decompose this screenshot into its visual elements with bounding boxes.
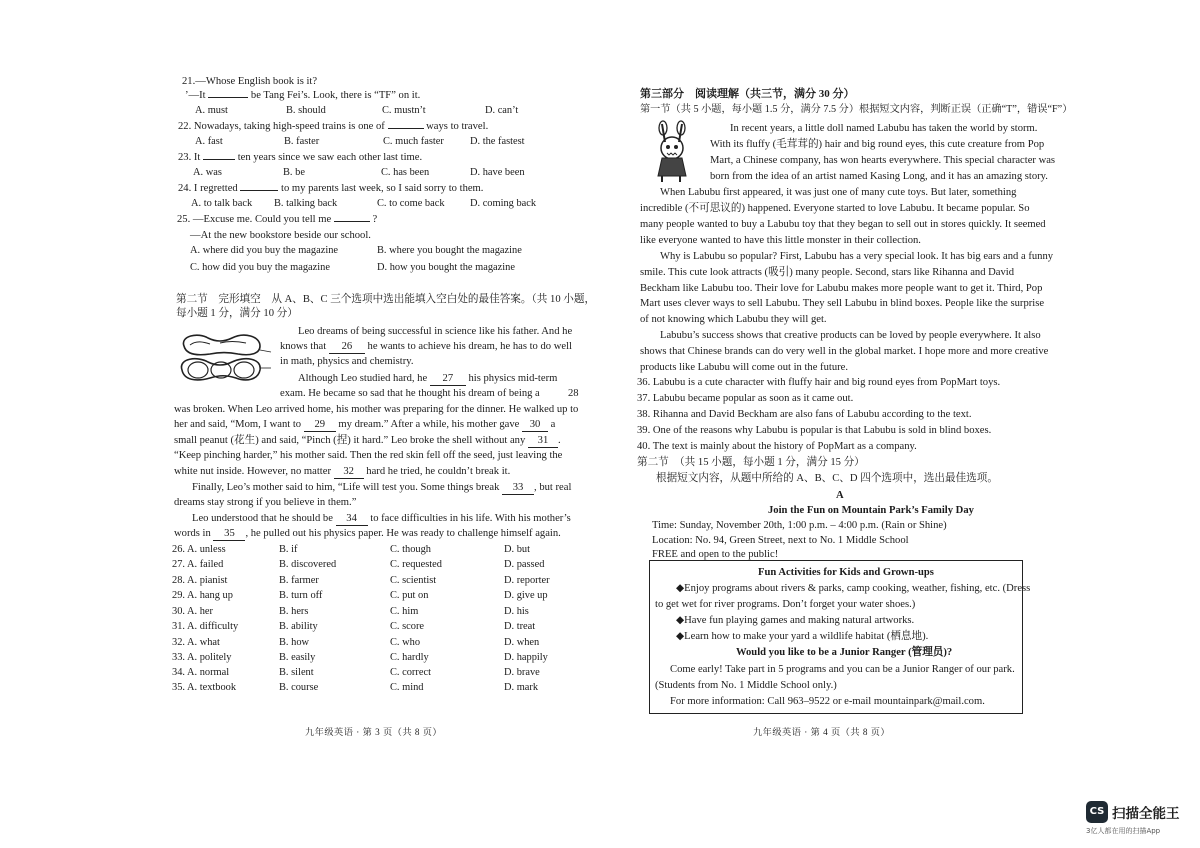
ranger-note: (Students from No. 1 Middle School only.) [655, 680, 837, 691]
cloze-option: 27. A. failed [172, 559, 224, 570]
para3-line: Why is Labubu so popular? First, Labubu has a very special look. It has big ears and a funny [660, 251, 1054, 262]
ad-title: Join the Fun on Mountain Park’s Family Day [768, 505, 974, 516]
blank-26[interactable]: 26 [329, 340, 365, 354]
para2-line: When Labubu first appeared, it was just one of many cute toys. But later, something [660, 187, 1017, 198]
cloze-option: C. hardly [390, 652, 429, 663]
passage-line: Leo dreams of being successful in science like his father. And he [298, 326, 573, 337]
blank-33[interactable]: 33 [502, 481, 534, 495]
q22-option-d: D. the fastest [470, 136, 525, 147]
cloze-option: D. brave [504, 667, 540, 678]
passage-line: white nut inside. However, no matter 32 hard he tried, he couldn’t break it. [174, 466, 511, 477]
cloze-option: B. discovered [279, 559, 337, 570]
para1-line: In recent years, a little doll named Labubu has taken the world by storm. [730, 123, 1038, 134]
section1-instruction: 第一节（共 5 小题，每小题 1.5 分，满分 7.5 分）根据短文内容，判断正误（正确“T”，错误“F”） [640, 104, 1073, 115]
q22-option-a: A. fast [195, 136, 223, 147]
q24-option-d: D. coming back [470, 198, 537, 209]
cloze-option: C. put on [390, 590, 429, 601]
q23-stem: 23. It ten years since we saw each other last time. [178, 152, 423, 163]
cloze-option: B. how [279, 637, 310, 648]
q22-option-c: C. much faster [383, 136, 444, 147]
blank-29[interactable]: 29 [304, 418, 336, 432]
ranger-title: Would you like to be a Junior Ranger (管理员)? [736, 647, 953, 658]
cloze-option: D. passed [504, 559, 545, 570]
q24-option-a: A. to talk back [191, 198, 253, 209]
cloze-option: C. who [390, 637, 421, 648]
cloze-option: C. correct [390, 667, 431, 678]
blank-27[interactable]: 27 [430, 372, 466, 386]
q25-option-b: B. where you bought the magazine [377, 245, 522, 256]
q22-option-b: B. faster [284, 136, 320, 147]
box-item: ◆Enjoy programs about rivers & parks, camp cooking, weather, fishing, etc. (Dress [676, 583, 1031, 594]
cloze-option: D. but [504, 544, 530, 555]
para3-line: Mart uses clever ways to sell Labubu. They sell Labubu in blind boxes. People like the surprise [640, 298, 1045, 309]
q21-option-d: D. can’t [485, 105, 519, 116]
peanut-illustration [176, 330, 276, 390]
q23-option-d: D. have been [470, 167, 525, 178]
box-title: Fun Activities for Kids and Grown-ups [758, 567, 934, 578]
cloze-option: 35. A. textbook [172, 682, 237, 693]
cloze-option: B. ability [279, 621, 318, 632]
part3-title: 第三部分 阅读理解（共三节，满分 30 分） [640, 88, 855, 100]
q21-option-b: B. should [286, 105, 326, 116]
para4-line: products like Labubu will come out in the future. [640, 362, 849, 373]
section2-instruction: 根据短文内容，从题中所给的 A、B、C、D 四个选项中，选出最佳选项。 [656, 473, 998, 484]
para4-line: shows that Chinese brands can do very well in the global market. I hope more and more creative [640, 346, 1049, 357]
cloze-option: B. course [279, 682, 319, 693]
cloze-option: D. his [504, 606, 529, 617]
q23-option-a: A. was [193, 167, 222, 178]
passage-letter: A [836, 490, 844, 501]
passage-line: Leo understood that he should be 34 to face difficulties in his life. With his mother’s [192, 513, 571, 524]
blank-34[interactable]: 34 [336, 512, 368, 526]
passage-line: dreams stay strong if you believe in them.” [174, 497, 357, 508]
cloze-option: D. treat [504, 621, 536, 632]
cloze-option: B. silent [279, 667, 314, 678]
q25-option-c: C. how did you buy the magazine [190, 262, 330, 273]
passage-line: small peanut (花生) and said, “Pinch (捏) it hard.” Leo broke the shell without any 31 . [174, 435, 561, 446]
cloze-option: D. reporter [504, 575, 550, 586]
cloze-option: C. scientist [390, 575, 437, 586]
box-item: ◆Learn how to make your yard a wildlife habitat (栖息地). [676, 631, 929, 642]
cloze-option: B. turn off [279, 590, 323, 601]
para1-line: born from the idea of an artist named Kasing Long, and it has an amazing story. [710, 171, 1048, 182]
para3-line: of not knowing which Labubu they will get. [640, 314, 827, 325]
cloze-option: 29. A. hang up [172, 590, 233, 601]
cloze-option: 28. A. pianist [172, 575, 228, 586]
statement-36: 36. Labubu is a cute character with fluffy hair and big round eyes from PopMart toys. [637, 377, 1001, 388]
page-footer-3: 九年级英语 · 第 3 页（共 8 页） [305, 727, 443, 737]
cloze-option: B. easily [279, 652, 316, 663]
cloze-option: 30. A. her [172, 606, 213, 617]
passage-line: in math, physics and chemistry. [280, 356, 414, 367]
cloze-option: C. though [390, 544, 431, 555]
statement-40: 40. The text is mainly about the history of PopMart as a company. [637, 441, 917, 452]
cloze-option: B. hers [279, 606, 309, 617]
q25-answer-line: —At the new bookstore beside our school. [190, 230, 371, 241]
cloze-option: D. mark [504, 682, 539, 693]
passage-line: Finally, Leo’s mother said to him, “Life will test you. Some things break 33 , but real [192, 482, 572, 493]
blank-31[interactable]: 31 [528, 434, 558, 448]
box-item: to get wet for river programs. Don’t forget your water shoes.) [655, 599, 916, 610]
page-footer-4: 九年级英语 · 第 4 页（共 8 页） [753, 727, 891, 737]
camscanner-watermark [1086, 800, 1186, 840]
statement-37: 37. Labubu became popular as soon as it came out. [637, 393, 854, 404]
right-page [600, 0, 1200, 848]
q24-option-c: C. to come back [377, 198, 445, 209]
cloze-option: C. him [390, 606, 419, 617]
passage-line: Although Leo studied hard, he 27 his physics mid-term [298, 373, 558, 384]
cloze-option: C. mind [390, 682, 424, 693]
passage-line: “Keep pinching harder,” his mother said. Then the red skin fell off the seed, just leaving the [174, 450, 563, 461]
q24-stem: 24. I regretted to my parents last week, so I said sorry to them. [178, 183, 484, 194]
ad-time: Time: Sunday, November 20th, 1:00 p.m. – 4:00 p.m. (Rain or Shine) [652, 520, 947, 531]
cloze-option: C. requested [390, 559, 442, 570]
para2-line: many people wanted to buy a Labubu toy that they began to sell out in stores quickly. It seemed [640, 219, 1046, 230]
passage-line: words in 35 , he pulled out his physics paper. He was ready to challenge himself again. [174, 528, 561, 539]
blank-28[interactable]: 28 [568, 388, 579, 399]
section2-title: 第二节 （共 15 小题，每小题 1 分，满分 15 分） [637, 457, 865, 468]
cloze-option: D. happily [504, 652, 548, 663]
cloze-option: B. if [279, 544, 298, 555]
para3-line: smile. This cute look attracts (吸引) many people. Second, stars like Rihanna and David [640, 267, 1015, 278]
q25-option-d: D. how you bought the magazine [377, 262, 515, 273]
cloze-option: B. farmer [279, 575, 319, 586]
cloze-option: D. when [504, 637, 540, 648]
cloze-option: 26. A. unless [172, 544, 226, 555]
contact-info: For more information: Call 963–9522 or e-mail mountainpark@mail.com. [670, 696, 985, 707]
activities-box [649, 560, 1031, 714]
para4-line: Labubu’s success shows that creative products can be loved by people everywhere. It also [660, 330, 1041, 341]
ad-location: Location: No. 94, Green Street, next to No. 1 Middle School [652, 535, 909, 546]
para1-line: With its fluffy (毛茸茸的) hair and big round eyes, this cute creature from Pop [710, 139, 1045, 150]
para1-line: Mart, a Chinese company, has won hearts everywhere. This special character was [710, 155, 1056, 166]
watermark-name: 扫描全能王 [1112, 806, 1180, 822]
blank-32[interactable]: 32 [334, 465, 364, 479]
labubu-doll-illustration [644, 120, 704, 184]
box-item: ◆Have fun playing games and making natural artworks. [676, 615, 915, 626]
cloze-option: C. score [390, 621, 425, 632]
ranger-text: Come early! Take part in 5 programs and you can be a Junior Ranger of our park. [670, 664, 1015, 675]
statement-38: 38. Rihanna and David Beckham are also fans of Labubu according to the text. [637, 409, 972, 420]
q21-line2: ’—It be Tang Fei’s. Look, there is “TF” on it. [185, 90, 421, 101]
blank-30[interactable]: 30 [522, 418, 548, 432]
passage-line: was broken. When Leo arrived home, his mother was preparing for the dinner. He walked up to [174, 404, 579, 415]
para2-line: like everyone wanted to have this little monster in their collection. [640, 235, 921, 246]
q25-stem: 25. —Excuse me. Could you tell me ? [177, 214, 378, 225]
cloze-option: 33. A. politely [172, 652, 232, 663]
cloze-option: 32. A. what [172, 637, 220, 648]
cloze-option: 34. A. normal [172, 667, 230, 678]
watermark-tagline: 3亿人都在用的扫描App [1086, 827, 1161, 835]
para2-line: incredible (不可思议的) happened. Everyone started to love Labubu. It became popular. So [640, 203, 1030, 214]
statement-39: 39. One of the reasons why Labubu is popular is that Labubu is sold in blind boxes. [637, 425, 992, 436]
cloze-option: 31. A. difficulty [172, 621, 239, 632]
q25-option-a: A. where did you buy the magazine [190, 245, 339, 256]
ad-free: FREE and open to the public! [652, 549, 779, 560]
passage-line: knows that 26 he wants to achieve his dream, he has to do well [280, 341, 572, 352]
cloze-option: D. give up [504, 590, 548, 601]
cs-logo-icon: CS [1086, 801, 1108, 823]
para3-line: Beckham like Labubu too. Their love for Labubu makes more people want to get it. Third, Pop [640, 283, 1043, 294]
blank-35[interactable]: 35 [213, 527, 245, 541]
q23-option-b: B. be [283, 167, 305, 178]
q21-option-a: A. must [195, 105, 228, 116]
q21-option-c: C. mustn’t [382, 105, 426, 116]
section2-instruction: 第二节 完形填空 从 A、B、C 三个选项中选出能填入空白处的最佳答案。（共 10 小题， [176, 294, 596, 305]
passage-line: exam. He became so sad that he thought his dream of being a [280, 388, 540, 399]
q21-stem: 21.—Whose English book is it? [182, 76, 318, 87]
section2-scoring: 每小题 1 分，满分 10 分） [176, 308, 298, 319]
q22-stem: 22. Nowadays, taking high-speed trains is one of ways to travel. [178, 121, 489, 132]
q23-option-c: C. has been [381, 167, 430, 178]
q24-option-b: B. talking back [274, 198, 338, 209]
passage-line: her and said, “Mom, I want to 29 my dream.” After a while, his mother gave 30 a [174, 419, 556, 430]
